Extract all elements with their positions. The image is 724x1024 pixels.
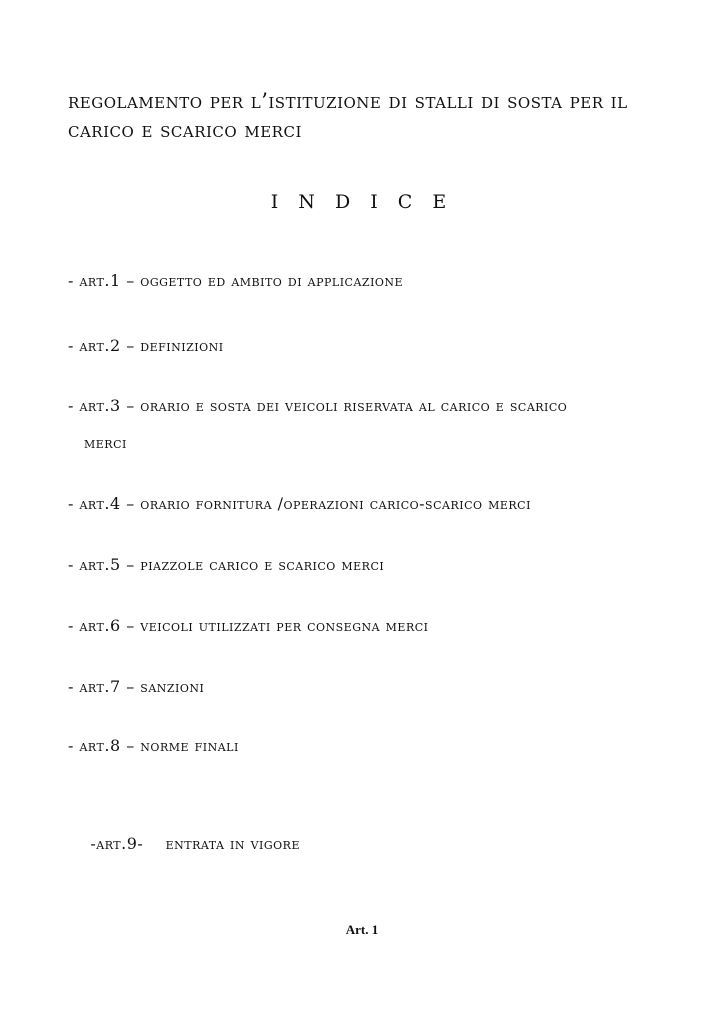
toc-item-art4 xyxy=(68,485,531,522)
toc-item-text: - art.8 – norme finali xyxy=(68,736,239,755)
toc-item-text: - art.2 – definizioni xyxy=(68,336,224,355)
toc-item-text: - art.6 – veicoli utilizzati per consegna merci xyxy=(68,616,429,635)
toc-item-text: - art.5 – piazzole carico e scarico merci xyxy=(68,555,385,574)
document-title: regolamento per l’istituzione di stalli di sosta per il carico e scarico merci xyxy=(68,89,628,142)
toc-item-art6 xyxy=(68,607,429,644)
toc-item-art2 xyxy=(68,327,224,364)
toc-item-art3 xyxy=(68,387,567,461)
toc-item-art7 xyxy=(68,668,204,705)
toc-item-art5 xyxy=(68,546,384,583)
section-heading-art1: Art. 1 xyxy=(345,922,379,937)
toc-item-text: - art.3 – orario e sosta dei veicoli riservata al carico e scarico xyxy=(68,396,568,415)
index-heading: I N D I C E xyxy=(270,191,454,213)
toc-item-art9 xyxy=(68,788,300,899)
toc-item-art1 xyxy=(68,262,403,299)
toc-item-text: - art.7 – sanzioni xyxy=(68,677,205,696)
toc-item-art8 xyxy=(68,727,239,764)
toc-item-text: - art.4 – orario fornitura /operazioni carico-scarico merci xyxy=(68,494,531,513)
toc-item-text: - art.1 – oggetto ed ambito di applicazione xyxy=(68,271,404,290)
toc-item-text: -art.9- entrata in vigore xyxy=(90,834,300,853)
toc-item-continuation: merci xyxy=(84,433,127,452)
